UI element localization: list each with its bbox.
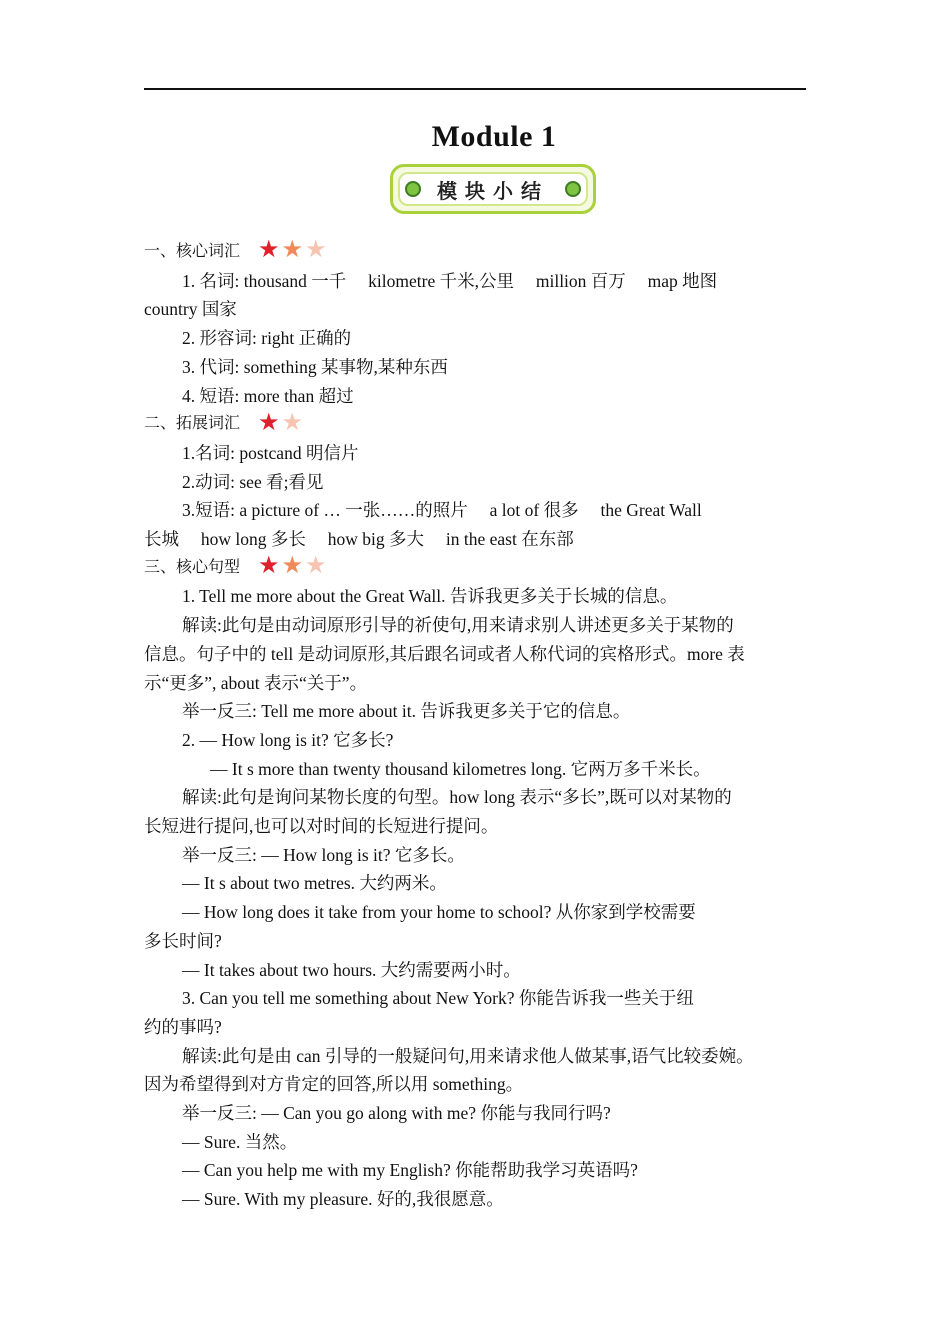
text-line: 1. 名词: thousand 一千 kilometre 千米,公里 million 百万 map 地图	[182, 270, 718, 291]
rating-stars	[258, 407, 305, 436]
text-line: 约的事吗?	[144, 1016, 222, 1037]
section-heading: 二、拓展词汇 ★ ★	[144, 407, 304, 436]
circle-icon	[565, 181, 581, 197]
text-line: — Can you help me with my English? 你能帮助我学习英语吗?	[182, 1160, 638, 1181]
star-icon: ★	[305, 235, 327, 264]
star-icon: ★	[258, 407, 280, 436]
text-line: 解读:此句是由 can 引导的一般疑问句,用来请求他人做某事,语气比较委婉。	[182, 1045, 754, 1066]
text-line: 举一反三: Tell me more about it. 告诉我更多关于它的信息。	[182, 701, 631, 722]
text-line: — Sure. 当然。	[182, 1131, 298, 1152]
text-line: — It takes about two hours. 大约需要两小时。	[182, 959, 521, 980]
summary-content	[144, 235, 806, 1214]
circle-icon	[405, 181, 421, 197]
text-line: 因为希望得到对方肯定的回答,所以用 something。	[144, 1074, 524, 1095]
rating-stars	[258, 551, 329, 580]
text-line: 信息。句子中的 tell 是动词原形,其后跟名词或者人称代词的宾格形式。more 表	[144, 643, 745, 664]
text-line: 1. Tell me more about the Great Wall. 告诉我更多关于长城的信息。	[182, 586, 678, 607]
text-line: — How long does it take from your home to school? 从你家到学校需要	[182, 902, 696, 923]
star-icon: ★	[281, 235, 304, 264]
text-line: 示“更多”, about 表示“关于”。	[144, 672, 368, 693]
star-icon: ★	[258, 235, 280, 264]
text-line: 2.动词: see 看;看见	[182, 471, 324, 492]
text-line: 长短进行提问,也可以对时间的长短进行提问。	[144, 816, 499, 837]
module-summary-badge	[390, 164, 596, 214]
text-line: 举一反三: — Can you go along with me? 你能与我同行吗?	[182, 1103, 611, 1124]
star-icon: ★	[305, 551, 327, 580]
text-line: 长城 how long 多长 how big 多大 in the east 在东部	[144, 529, 574, 549]
rating-stars	[258, 235, 329, 264]
section-heading: 一、核心词汇 ★ ★ ★	[144, 235, 327, 264]
text-line: 多长时间?	[144, 930, 222, 951]
text-line: 解读:此句是询问某物长度的句型。how long 表示“多长”,既可以对某物的	[182, 787, 732, 808]
text-line: 2. — How long is it? 它多长?	[182, 729, 394, 750]
text-line: 解读:此句是由动词原形引导的祈使句,用来请求别人讲述更多关于某物的	[182, 615, 734, 636]
text-line: 1.名词: postcand 明信片	[182, 442, 359, 463]
text-line: 3.短语: a picture of … 一张……的照片 a lot of 很多 the Great Wall	[182, 500, 702, 521]
star-icon: ★	[281, 551, 304, 580]
text-line: — It s about two metres. 大约两米。	[182, 873, 447, 894]
text-line: 3. 代词: something 某事物,某种东西	[182, 356, 448, 377]
page-title: Module 1	[431, 120, 557, 153]
star-icon: ★	[258, 551, 280, 580]
section-heading: 三、核心句型 ★ ★ ★	[144, 551, 327, 580]
text-line: — It s more than twenty thousand kilometres long. 它两万多千米长。	[210, 758, 711, 779]
star-icon: ★	[281, 407, 304, 436]
text-line: — Sure. With my pleasure. 好的,我很愿意。	[182, 1189, 504, 1210]
text-line: 4. 短语: more than 超过	[182, 385, 354, 406]
text-line: 3. Can you tell me something about New York? 你能告诉我一些关于纽	[182, 988, 694, 1009]
text-line: 举一反三: — How long is it? 它多长。	[182, 844, 465, 865]
text-line: 2. 形容词: right 正确的	[182, 328, 352, 349]
badge-label: 模块小结	[437, 178, 549, 203]
text-line: country 国家	[144, 299, 237, 320]
top-rule	[144, 88, 806, 90]
